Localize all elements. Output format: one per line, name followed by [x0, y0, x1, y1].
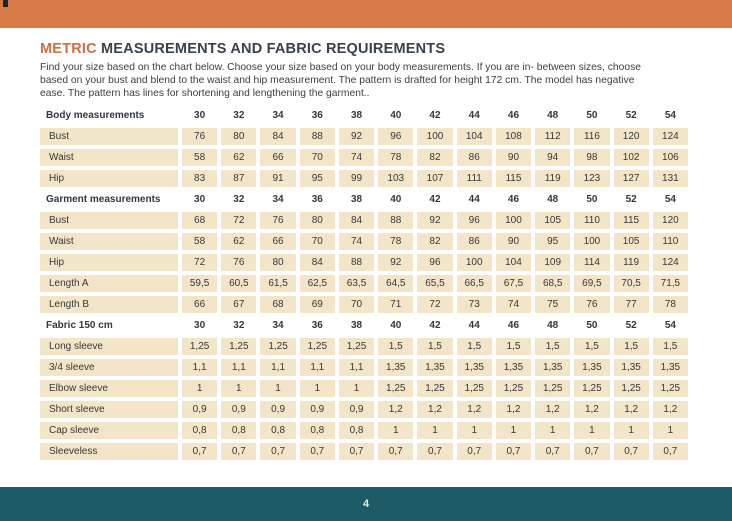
value-cell: 86 — [457, 233, 492, 250]
size-header-cell: 48 — [547, 194, 559, 205]
size-header-cell: 48 — [547, 110, 559, 121]
value-cell: 66 — [260, 149, 295, 166]
value-cell: 1,2 — [378, 401, 413, 418]
size-header-cell: 50 — [586, 110, 598, 121]
section-header-row — [40, 191, 688, 208]
value-cell: 114 — [574, 254, 609, 271]
value-cell: 0,8 — [182, 422, 217, 439]
value-cell: 77 — [614, 296, 649, 313]
table-row — [40, 275, 688, 292]
value-cell: 0,7 — [417, 443, 452, 460]
value-cell: 108 — [496, 128, 531, 145]
value-cell: 109 — [535, 254, 570, 271]
value-cell: 66,5 — [457, 275, 492, 292]
size-header-cell: 44 — [468, 320, 480, 331]
value-cell: 70,5 — [614, 275, 649, 292]
size-header-cell: 36 — [311, 320, 323, 331]
section-header-label: Fabric 150 cm — [46, 320, 113, 331]
value-cell: 78 — [653, 296, 688, 313]
value-cell: 1 — [221, 380, 256, 397]
value-cell: 1,5 — [457, 338, 492, 355]
value-cell: 75 — [535, 296, 570, 313]
value-cell: 1,25 — [535, 380, 570, 397]
size-header-cell: 32 — [233, 194, 245, 205]
value-cell: 62,5 — [300, 275, 335, 292]
value-cell: 84 — [300, 254, 335, 271]
row-label-cell: Length A — [40, 275, 178, 292]
table-row — [40, 233, 688, 250]
value-cell: 1,2 — [653, 401, 688, 418]
value-cell: 60,5 — [221, 275, 256, 292]
value-cell: 0,7 — [378, 443, 413, 460]
value-cell: 131 — [653, 170, 688, 187]
value-cell: 1,35 — [378, 359, 413, 376]
value-cell: 0,8 — [221, 422, 256, 439]
value-cell: 1,25 — [417, 380, 452, 397]
row-label-cell: Hip — [40, 254, 178, 271]
value-cell: 102 — [614, 149, 649, 166]
value-cell: 66 — [182, 296, 217, 313]
value-cell: 0,7 — [535, 443, 570, 460]
intro-line: ease. The pattern has lines for shortening and lengthening the garment.. — [40, 88, 370, 99]
value-cell: 0,8 — [300, 422, 335, 439]
value-cell: 0,9 — [300, 401, 335, 418]
value-cell: 0,8 — [260, 422, 295, 439]
size-header-cell: 50 — [586, 320, 598, 331]
value-cell: 1 — [339, 380, 374, 397]
value-cell: 0,7 — [260, 443, 295, 460]
value-cell: 1,5 — [614, 338, 649, 355]
value-cell: 1,35 — [496, 359, 531, 376]
size-header-cell: 38 — [350, 110, 363, 121]
value-cell: 71 — [378, 296, 413, 313]
size-header-cell: 54 — [664, 194, 676, 205]
value-cell: 120 — [653, 212, 688, 229]
value-cell: 73 — [457, 296, 492, 313]
size-header-cell: 42 — [429, 194, 441, 205]
value-cell: 119 — [614, 254, 649, 271]
size-header-cell: 42 — [429, 320, 441, 331]
value-cell: 62 — [221, 149, 256, 166]
table-row — [40, 422, 688, 439]
value-cell: 69 — [300, 296, 335, 313]
size-header-cell: 36 — [311, 110, 323, 121]
value-cell: 1,25 — [182, 338, 217, 355]
value-cell: 61,5 — [260, 275, 295, 292]
value-cell: 90 — [496, 149, 531, 166]
value-cell: 84 — [339, 212, 374, 229]
value-cell: 1,2 — [417, 401, 452, 418]
value-cell: 92 — [378, 254, 413, 271]
value-cell: 1,35 — [653, 359, 688, 376]
value-cell: 124 — [653, 128, 688, 145]
row-label-cell: Elbow sleeve — [40, 380, 178, 397]
value-cell: 96 — [417, 254, 452, 271]
value-cell: 96 — [378, 128, 413, 145]
value-cell: 59,5 — [182, 275, 217, 292]
size-header-cell: 52 — [625, 194, 637, 205]
value-cell: 1,2 — [496, 401, 531, 418]
value-cell: 66 — [260, 233, 295, 250]
value-cell: 96 — [457, 212, 492, 229]
table-row — [40, 359, 688, 376]
value-cell: 58 — [182, 149, 217, 166]
size-header-cell: 40 — [390, 110, 402, 121]
value-cell: 1 — [417, 422, 452, 439]
table-row — [40, 212, 688, 229]
value-cell: 111 — [457, 170, 492, 187]
value-cell: 86 — [457, 149, 492, 166]
value-cell: 1 — [653, 422, 688, 439]
page-title — [40, 41, 692, 57]
value-cell: 1,25 — [653, 380, 688, 397]
value-cell: 110 — [574, 212, 609, 229]
size-header-cell: 34 — [272, 110, 284, 121]
size-header-cell: 40 — [390, 194, 402, 205]
value-cell: 105 — [535, 212, 570, 229]
row-label-cell: 3/4 sleeve — [40, 359, 178, 376]
value-cell: 0,9 — [260, 401, 295, 418]
footer-bar — [0, 487, 732, 521]
value-cell: 1,5 — [378, 338, 413, 355]
value-cell: 1,1 — [260, 359, 295, 376]
value-cell: 1 — [457, 422, 492, 439]
value-cell: 84 — [260, 128, 295, 145]
table-row — [40, 401, 688, 418]
value-cell: 88 — [378, 212, 413, 229]
page-title-accent: METRIC — [40, 41, 97, 57]
value-cell: 105 — [614, 233, 649, 250]
value-cell: 74 — [496, 296, 531, 313]
value-cell: 1 — [300, 380, 335, 397]
value-cell: 1,25 — [496, 380, 531, 397]
value-cell: 0,7 — [221, 443, 256, 460]
value-cell: 100 — [496, 212, 531, 229]
page-number: 4 — [362, 498, 370, 510]
value-cell: 1 — [574, 422, 609, 439]
value-cell: 0,7 — [300, 443, 335, 460]
size-header-cell: 40 — [390, 320, 402, 331]
value-cell: 1,25 — [300, 338, 335, 355]
value-cell: 82 — [417, 149, 452, 166]
value-cell: 123 — [574, 170, 609, 187]
value-cell: 0,7 — [182, 443, 217, 460]
value-cell: 80 — [300, 212, 335, 229]
value-cell: 87 — [221, 170, 256, 187]
intro-line: Find your size based on the chart below. Choose your size based on your body measurements. If you are in- between sizes, choose — [40, 62, 641, 73]
value-cell: 1,5 — [417, 338, 452, 355]
row-label-cell: Hip — [40, 170, 178, 187]
value-cell: 1 — [182, 380, 217, 397]
value-cell: 80 — [221, 128, 256, 145]
size-header-cell: 30 — [194, 110, 206, 121]
value-cell: 68 — [260, 296, 295, 313]
value-cell: 1,25 — [614, 380, 649, 397]
value-cell: 92 — [339, 128, 374, 145]
value-cell: 127 — [614, 170, 649, 187]
size-header-cell: 52 — [625, 320, 637, 331]
value-cell: 115 — [614, 212, 649, 229]
value-cell: 104 — [457, 128, 492, 145]
page-title-rest: MEASUREMENTS AND FABRIC REQUIREMENTS — [96, 41, 446, 57]
section-header-label: Garment measurements — [46, 194, 161, 205]
size-header-cell: 46 — [507, 110, 520, 121]
value-cell: 76 — [574, 296, 609, 313]
table-row — [40, 254, 688, 271]
value-cell: 65,5 — [417, 275, 452, 292]
value-cell: 120 — [614, 128, 649, 145]
table-row — [40, 443, 688, 460]
value-cell: 67 — [221, 296, 256, 313]
value-cell: 68 — [182, 212, 217, 229]
value-cell: 1,35 — [614, 359, 649, 376]
size-header-cell: 32 — [233, 110, 245, 121]
value-cell: 62 — [221, 233, 256, 250]
value-cell: 119 — [535, 170, 570, 187]
table-row — [40, 170, 688, 187]
row-label-cell: Short sleeve — [40, 401, 178, 418]
value-cell: 1,25 — [574, 380, 609, 397]
intro-paragraph — [40, 61, 692, 100]
value-cell: 0,7 — [339, 443, 374, 460]
value-cell: 0,7 — [496, 443, 531, 460]
value-cell: 68,5 — [535, 275, 570, 292]
value-cell: 1,25 — [260, 338, 295, 355]
size-header-cell: 52 — [625, 110, 637, 121]
size-header-cell: 38 — [350, 194, 363, 205]
top-accent-bar — [0, 0, 732, 28]
value-cell: 94 — [535, 149, 570, 166]
value-cell: 1,1 — [182, 359, 217, 376]
value-cell: 91 — [260, 170, 295, 187]
section-header-row — [40, 317, 688, 334]
value-cell: 1,25 — [457, 380, 492, 397]
value-cell: 1 — [614, 422, 649, 439]
value-cell: 58 — [182, 233, 217, 250]
row-label-cell: Cap sleeve — [40, 422, 178, 439]
page-content — [0, 41, 732, 460]
value-cell: 106 — [653, 149, 688, 166]
value-cell: 0,7 — [457, 443, 492, 460]
size-header-cell: 46 — [507, 194, 520, 205]
size-header-cell: 48 — [547, 320, 559, 331]
value-cell: 90 — [496, 233, 531, 250]
value-cell: 1 — [260, 380, 295, 397]
value-cell: 72 — [417, 296, 452, 313]
row-label-cell: Bust — [40, 128, 178, 145]
value-cell: 1,5 — [496, 338, 531, 355]
row-label-cell: Long sleeve — [40, 338, 178, 355]
value-cell: 104 — [496, 254, 531, 271]
value-cell: 88 — [300, 128, 335, 145]
value-cell: 110 — [653, 233, 688, 250]
value-cell: 71,5 — [653, 275, 688, 292]
row-label-cell: Length B — [40, 296, 178, 313]
size-header-cell: 44 — [468, 194, 480, 205]
value-cell: 78 — [378, 233, 413, 250]
value-cell: 1,35 — [457, 359, 492, 376]
value-cell: 116 — [574, 128, 609, 145]
value-cell: 0,9 — [339, 401, 374, 418]
row-label-cell: Waist — [40, 149, 178, 166]
row-label-cell: Bust — [40, 212, 178, 229]
value-cell: 70 — [300, 149, 335, 166]
value-cell: 1 — [535, 422, 570, 439]
size-table — [40, 107, 688, 460]
size-header-cell: 54 — [664, 110, 676, 121]
value-cell: 1,2 — [614, 401, 649, 418]
value-cell: 80 — [260, 254, 295, 271]
value-cell: 107 — [417, 170, 452, 187]
value-cell: 0,7 — [614, 443, 649, 460]
value-cell: 1 — [496, 422, 531, 439]
value-cell: 124 — [653, 254, 688, 271]
value-cell: 1,35 — [535, 359, 570, 376]
value-cell: 1,5 — [653, 338, 688, 355]
value-cell: 1,25 — [339, 338, 374, 355]
value-cell: 72 — [221, 212, 256, 229]
value-cell: 1,2 — [574, 401, 609, 418]
size-header-cell: 38 — [350, 320, 363, 331]
table-row — [40, 338, 688, 355]
size-header-cell: 34 — [272, 194, 284, 205]
value-cell: 70 — [339, 296, 374, 313]
value-cell: 95 — [300, 170, 335, 187]
value-cell: 0,8 — [339, 422, 374, 439]
value-cell: 76 — [260, 212, 295, 229]
size-header-cell: 30 — [194, 194, 206, 205]
value-cell: 1,35 — [574, 359, 609, 376]
value-cell: 0,7 — [574, 443, 609, 460]
value-cell: 1,1 — [300, 359, 335, 376]
value-cell: 69,5 — [574, 275, 609, 292]
value-cell: 67,5 — [496, 275, 531, 292]
value-cell: 1,5 — [535, 338, 570, 355]
row-label-cell: Waist — [40, 233, 178, 250]
value-cell: 1,2 — [457, 401, 492, 418]
value-cell: 78 — [378, 149, 413, 166]
section-header-label: Body measurements — [46, 110, 145, 121]
value-cell: 1 — [378, 422, 413, 439]
value-cell: 1,25 — [221, 338, 256, 355]
value-cell: 64,5 — [378, 275, 413, 292]
value-cell: 1,1 — [221, 359, 256, 376]
value-cell: 76 — [182, 128, 217, 145]
value-cell: 63,5 — [339, 275, 374, 292]
row-label-cell: Sleeveless — [40, 443, 178, 460]
value-cell: 82 — [417, 233, 452, 250]
value-cell: 1,25 — [378, 380, 413, 397]
value-cell: 95 — [535, 233, 570, 250]
section-header-row — [40, 107, 688, 124]
value-cell: 1,5 — [574, 338, 609, 355]
value-cell: 92 — [417, 212, 452, 229]
size-header-cell: 32 — [233, 320, 245, 331]
table-row — [40, 128, 688, 145]
size-header-cell: 50 — [586, 194, 598, 205]
value-cell: 0,9 — [182, 401, 217, 418]
value-cell: 83 — [182, 170, 217, 187]
value-cell: 115 — [496, 170, 531, 187]
value-cell: 99 — [339, 170, 374, 187]
value-cell: 100 — [457, 254, 492, 271]
size-header-cell: 36 — [311, 194, 323, 205]
size-header-cell: 54 — [664, 320, 676, 331]
value-cell: 1,2 — [535, 401, 570, 418]
value-cell: 0,9 — [221, 401, 256, 418]
intro-line: based on your bust and blend to the waist and hip measurement. The pattern is drafted for height 172 cm. The model has negative — [40, 75, 635, 86]
size-header-cell: 42 — [429, 110, 441, 121]
value-cell: 100 — [574, 233, 609, 250]
value-cell: 70 — [300, 233, 335, 250]
value-cell: 98 — [574, 149, 609, 166]
value-cell: 74 — [339, 233, 374, 250]
value-cell: 1,1 — [339, 359, 374, 376]
size-header-cell: 46 — [507, 320, 520, 331]
table-row — [40, 380, 688, 397]
value-cell: 112 — [535, 128, 570, 145]
value-cell: 100 — [417, 128, 452, 145]
value-cell: 103 — [378, 170, 413, 187]
value-cell: 74 — [339, 149, 374, 166]
size-header-cell: 30 — [194, 320, 206, 331]
value-cell: 0,7 — [653, 443, 688, 460]
value-cell: 88 — [339, 254, 374, 271]
size-header-cell: 34 — [272, 320, 284, 331]
table-row — [40, 296, 688, 313]
corner-mark — [3, 0, 8, 7]
value-cell: 72 — [182, 254, 217, 271]
table-row — [40, 149, 688, 166]
value-cell: 76 — [221, 254, 256, 271]
size-header-cell: 44 — [468, 110, 480, 121]
value-cell: 1,35 — [417, 359, 452, 376]
